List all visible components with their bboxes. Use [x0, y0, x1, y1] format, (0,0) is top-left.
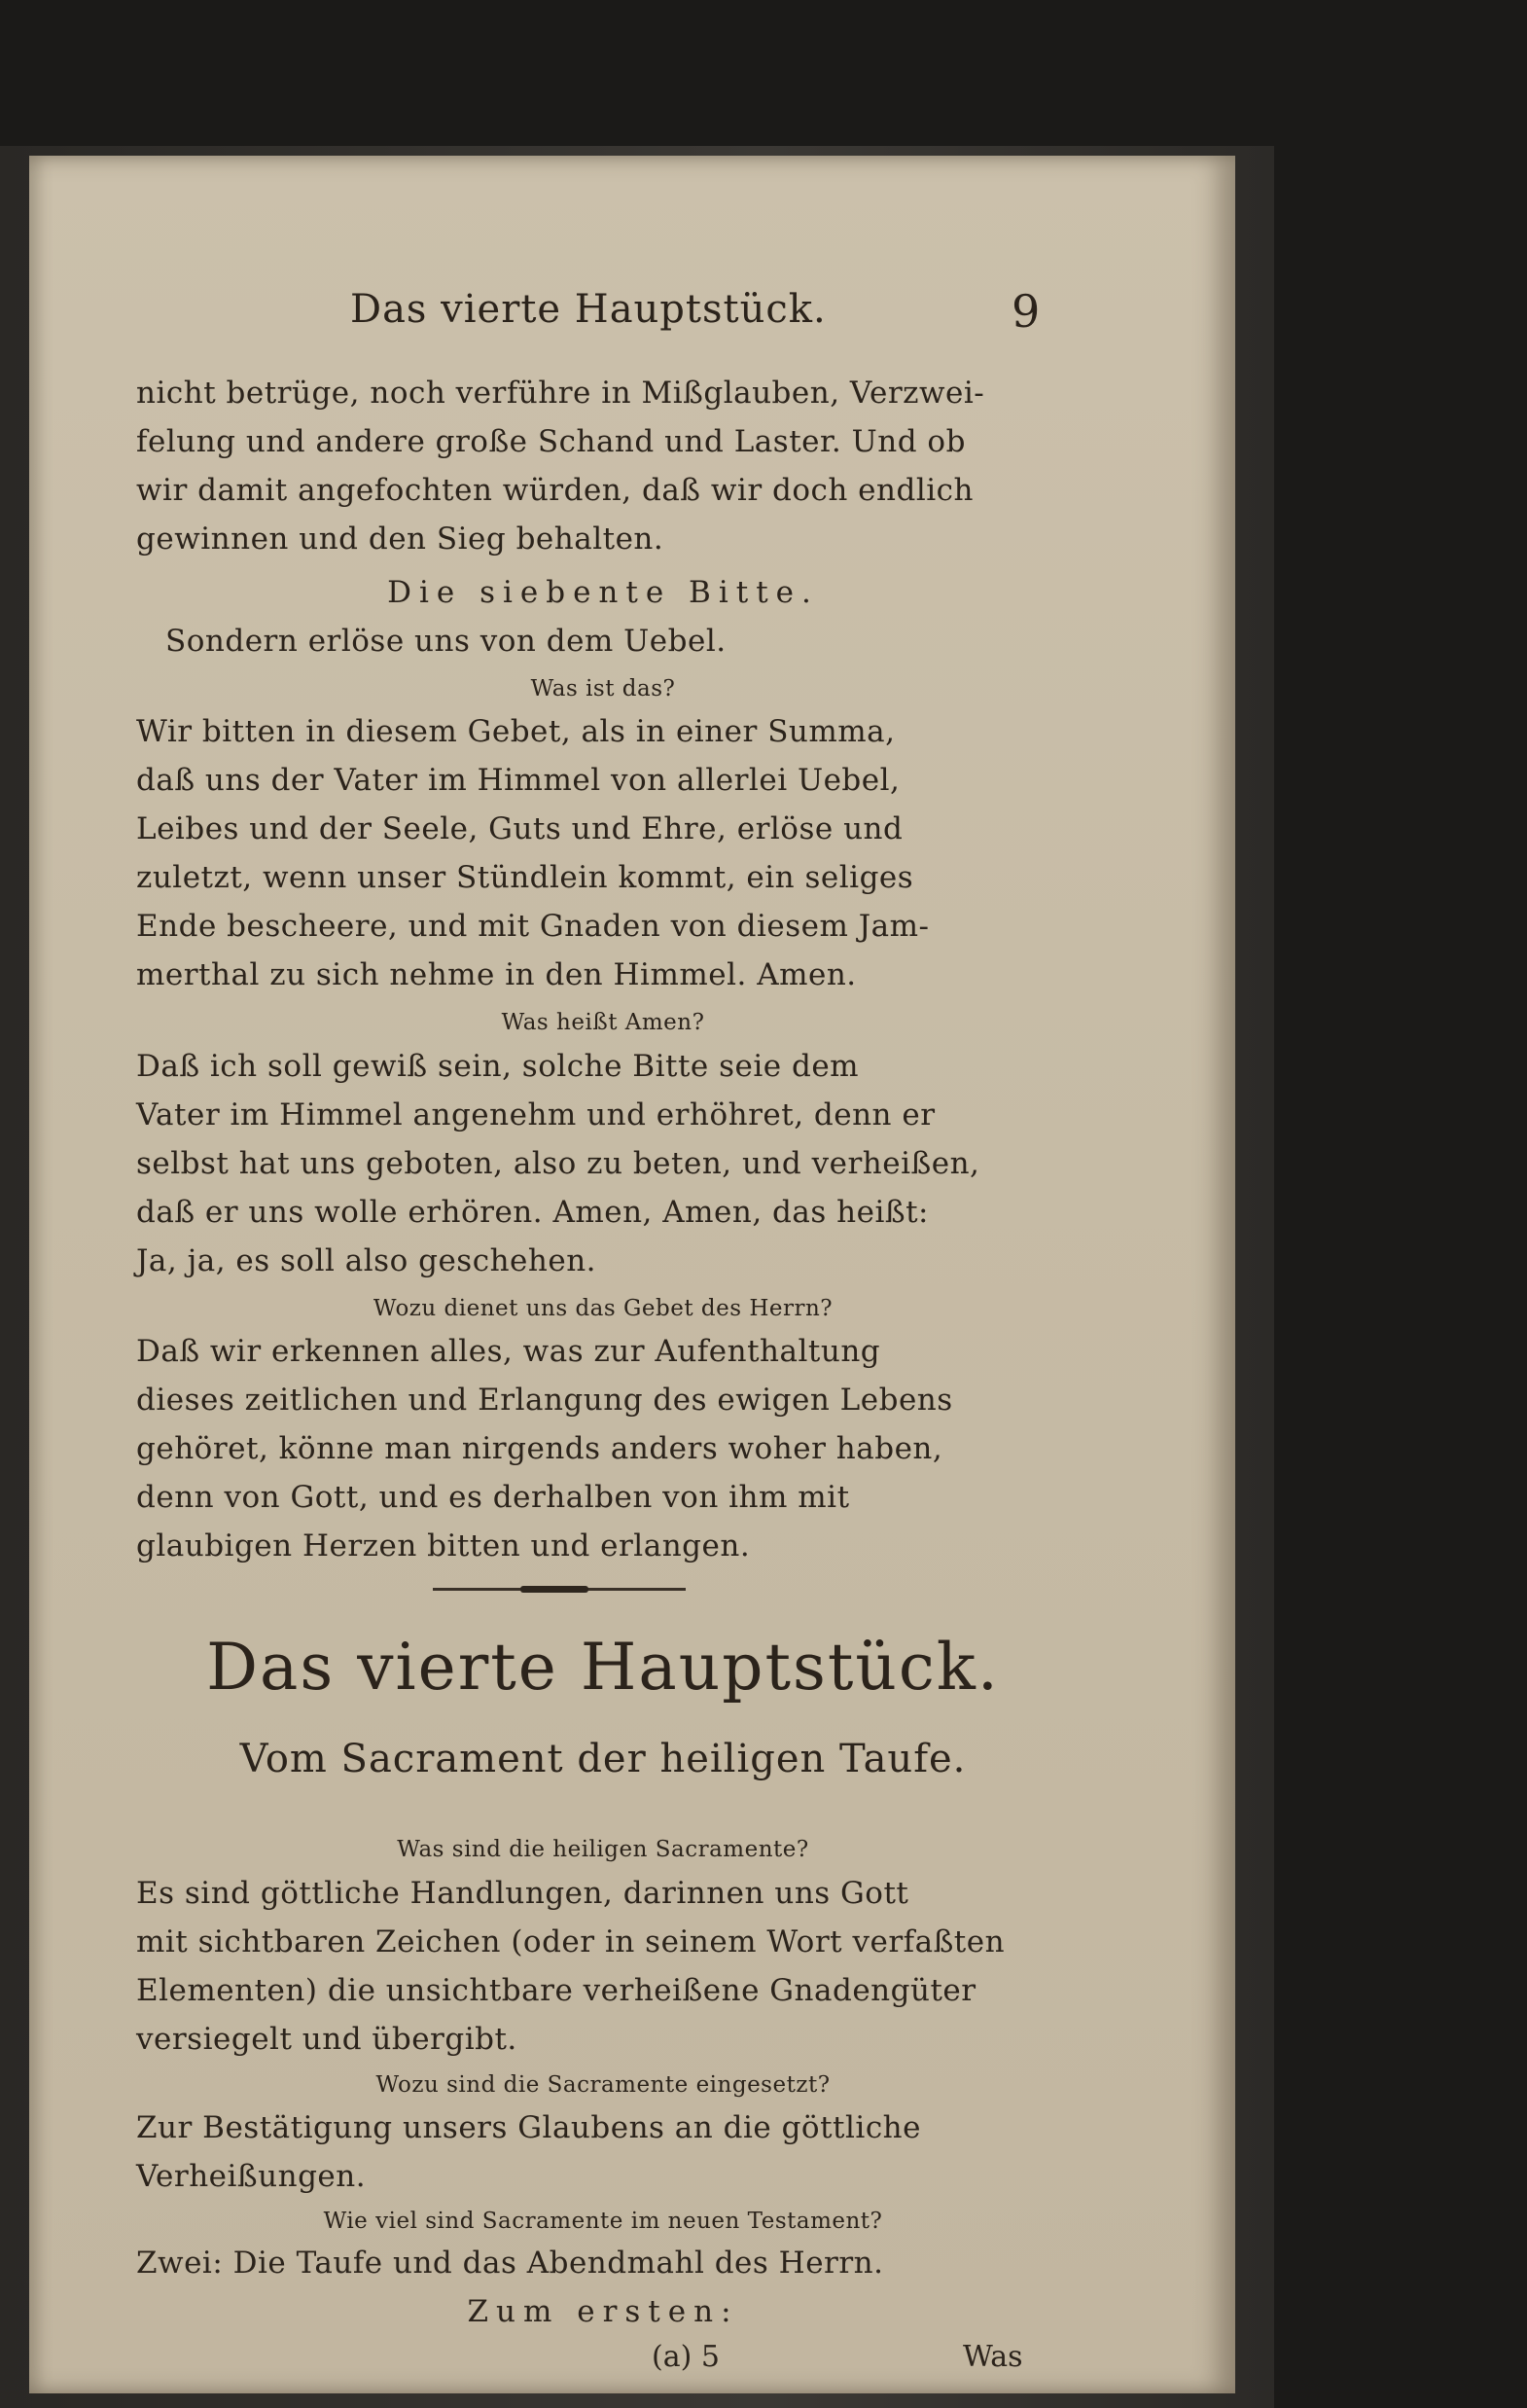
answer-line: glaubigen Herzen bitten und erlangen. — [136, 1528, 751, 1563]
answer-line: mit sichtbaren Zeichen (oder in seinem Wort verfaßten — [136, 1924, 1006, 1959]
answer-line: Daß ich soll gewiß sein, solche Bitte seie dem — [136, 1049, 860, 1084]
answer-line: merthal zu sich nehme in den Himmel. Amen. — [136, 957, 857, 992]
answer-line: Leibes und der Seele, Guts und Ehre, erlöse und — [136, 811, 904, 846]
answer-line: Zur Bestätigung unsers Glaubens an die göttliche — [136, 2110, 921, 2145]
book-page — [29, 156, 1235, 2393]
body-line: wir damit angefochten würden, daß wir doch endlich — [136, 473, 974, 508]
section-divider — [433, 1588, 686, 1591]
answer-line: versiegelt und übergibt. — [136, 2022, 517, 2057]
answer-line: daß er uns wolle erhören. Amen, Amen, das heißt: — [136, 1195, 929, 1230]
seventh-petition-heading: Die siebente Bitte. — [387, 575, 819, 610]
body-line: felung und andere große Schand und Laster. Und ob — [136, 424, 966, 459]
question: Was heißt Amen? — [501, 1010, 705, 1035]
question: Was sind die heiligen Sacramente? — [397, 1837, 809, 1862]
page-number: 9 — [1012, 285, 1041, 338]
chapter-subtitle: Vom Sacrament der heiligen Taufe. — [239, 1737, 967, 1781]
answer-line: dieses zeitlichen und Erlangung des ewigen Lebens — [136, 1383, 953, 1418]
answer-line: Verheißungen. — [136, 2159, 367, 2194]
answer-line: Wir bitten in diesem Gebet, als in einer Summa, — [136, 714, 896, 749]
answer-line: selbst hat uns geboten, also zu beten, und verheißen, — [136, 1146, 980, 1181]
answer-line: Es sind göttliche Handlungen, darinnen uns Gott — [136, 1876, 909, 1911]
question: Wozu dienet uns das Gebet des Herrn? — [373, 1296, 834, 1321]
answer-line: Vater im Himmel angenehm und erhöhret, denn er — [136, 1097, 936, 1132]
seventh-petition-text: Sondern erlöse uns von dem Uebel. — [165, 624, 727, 659]
signature-mark: (a) 5 — [652, 2340, 720, 2374]
answer-line: Ende bescheere, und mit Gnaden von diesem Jam- — [136, 909, 930, 944]
answer-line: Elementen) die unsichtbare verheißene Gnadengüter — [136, 1973, 977, 2008]
answer-line: daß uns der Vater im Himmel von allerlei Uebel, — [136, 763, 901, 798]
running-header — [29, 287, 1235, 345]
catchword: Was — [963, 2340, 1023, 2374]
answer-line: Ja, ja, es soll also geschehen. — [136, 1243, 597, 1278]
answer-line: denn von Gott, und es derhalben von ihm mit — [136, 1480, 850, 1515]
body-line: nicht betrüge, noch verführe in Mißglauben, Verzwei- — [136, 376, 985, 411]
question: Was ist das? — [530, 676, 676, 701]
zum-ersten: Zum ersten: — [467, 2294, 739, 2329]
header-title: Das vierte Hauptstück. — [350, 287, 827, 332]
question: Wie viel sind Sacramente im neuen Testament? — [323, 2209, 883, 2234]
answer-line: Zwei: Die Taufe und das Abendmahl des Herrn. — [136, 2246, 884, 2281]
question: Wozu sind die Sacramente eingesetzt? — [375, 2072, 831, 2098]
body-line: gewinnen und den Sieg behalten. — [136, 521, 664, 557]
chapter-title: Das vierte Hauptstück. — [206, 1630, 1000, 1705]
answer-line: gehöret, könne man nirgends anders woher haben, — [136, 1431, 943, 1466]
answer-line: zuletzt, wenn unser Stündlein kommt, ein seliges — [136, 860, 914, 895]
answer-line: Daß wir erkennen alles, was zur Aufenthaltung — [136, 1334, 881, 1369]
